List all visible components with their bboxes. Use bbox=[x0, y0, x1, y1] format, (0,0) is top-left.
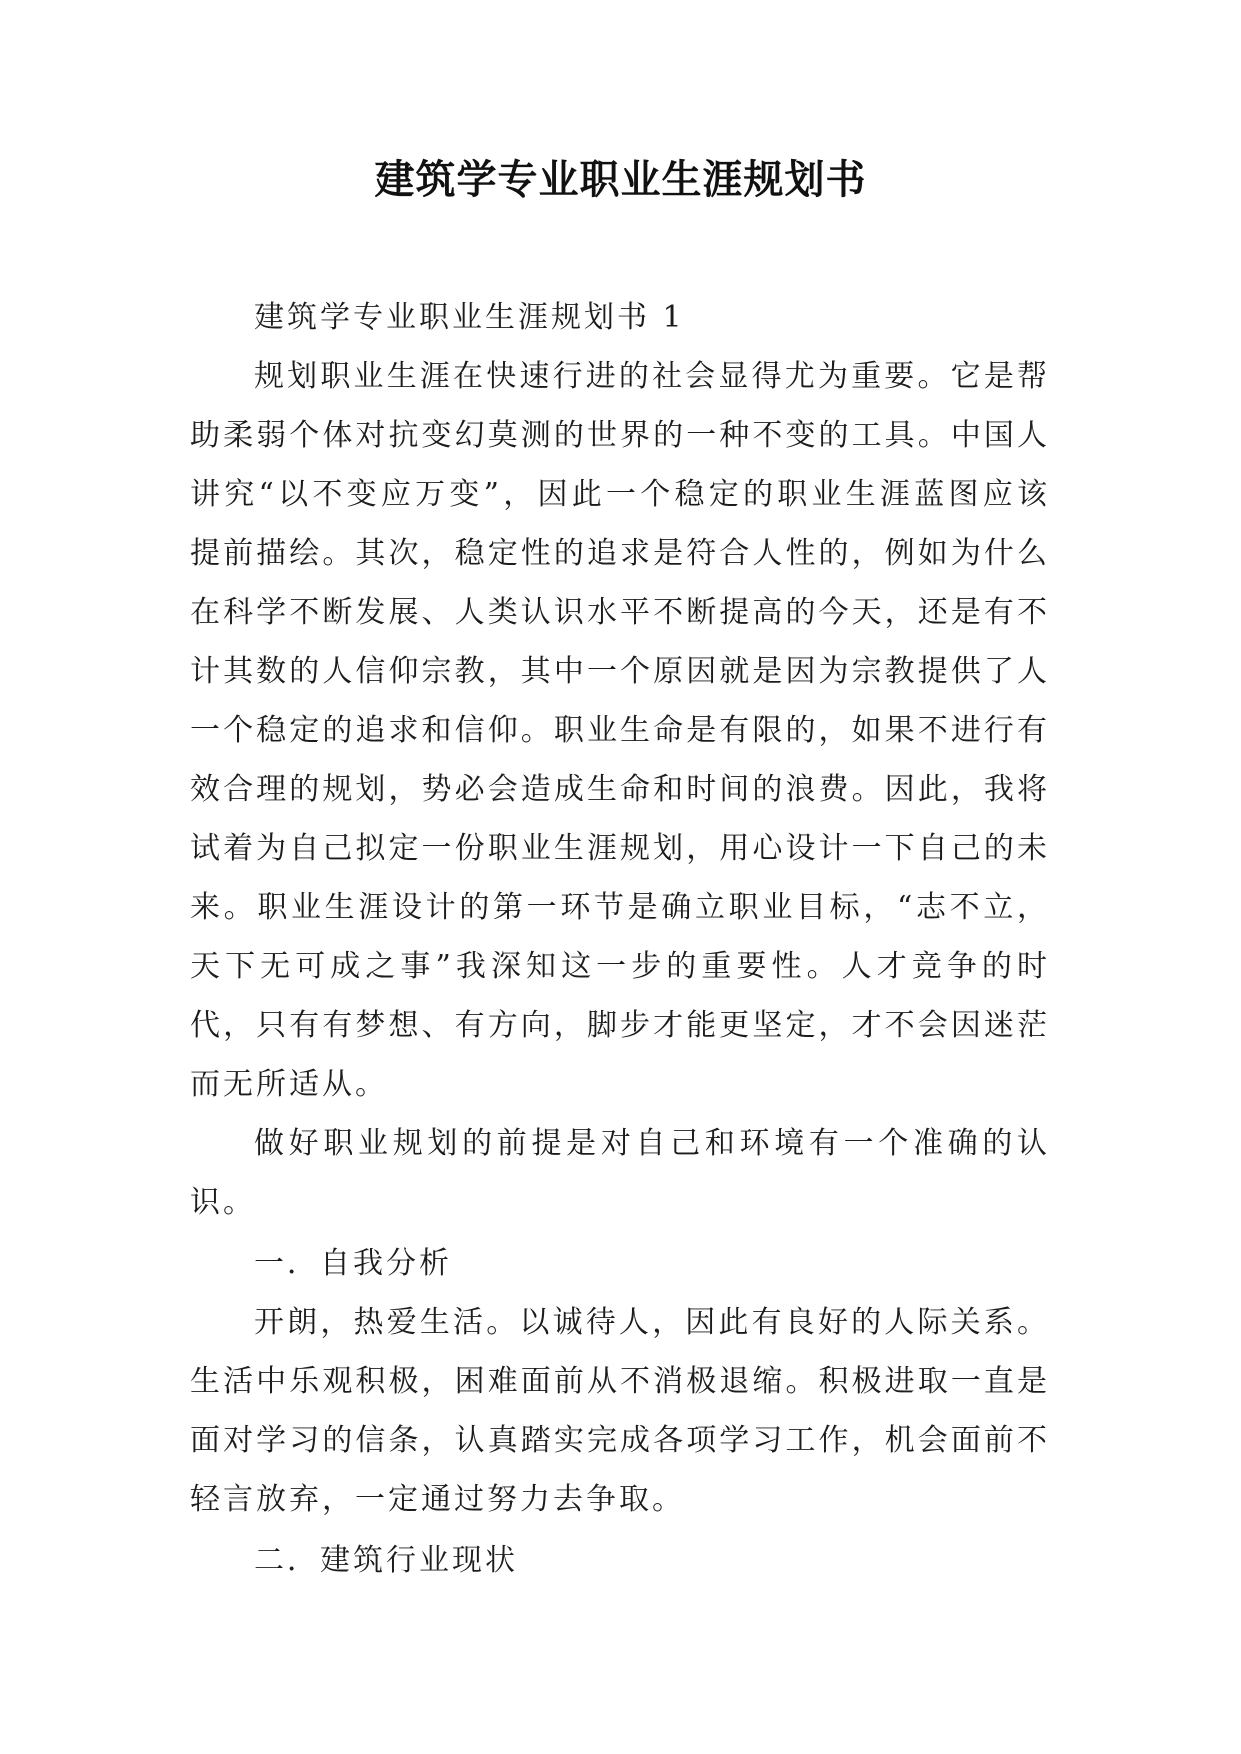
body-paragraph: 规划职业生涯在快速行进的社会显得尤为重要。它是帮助柔弱个体对抗变幻莫测的世界的一种不变的工具。中国人讲究“以不变应万变”，因此一个稳定的职业生涯蓝图应该提前描绘。其次，稳定性的追求是符合人性的，例如为什么在科学不断发展、人类认识水平不断提高的今天，还是有不计其数的人信仰宗教，其中一个原因就是因为宗教提供了人一个稳定的追求和信仰。职业生命是有限的，如果不进行有效合理的规划，势必会造成生命和时间的浪费。因此，我将试着为自己拟定一份职业生涯规划，用心设计一下自己的未来。职业生涯设计的第一环节是确立职业目标，“志不立，天下无可成之事”我深知这一步的重要性。人才竞争的时代，只有有梦想、有方向，脚步才能更坚定，才不会因迷茫而无所适从。 bbox=[190, 359, 1050, 1102]
document-title: 建筑学专业职业生涯规划书 bbox=[374, 157, 867, 203]
section-heading: 建筑学专业职业生涯规划书 1 bbox=[254, 300, 685, 335]
body-paragraph: 做好职业规划的前提是对自己和环境有一个准确的认识。 bbox=[190, 1126, 1050, 1220]
subsection-heading: 二．建筑行业现状 bbox=[254, 1543, 518, 1578]
document-body bbox=[190, 288, 1050, 1590]
body-paragraph: 开朗，热爱生活。以诚待人，因此有良好的人际关系。生活中乐观积极，困难面前从不消极退缩。积极进取一直是面对学习的信条，认真踏实完成各项学习工作，机会面前不轻言放弃，一定通过努力去争取。 bbox=[190, 1305, 1050, 1517]
subsection-heading: 一．自我分析 bbox=[254, 1246, 452, 1281]
